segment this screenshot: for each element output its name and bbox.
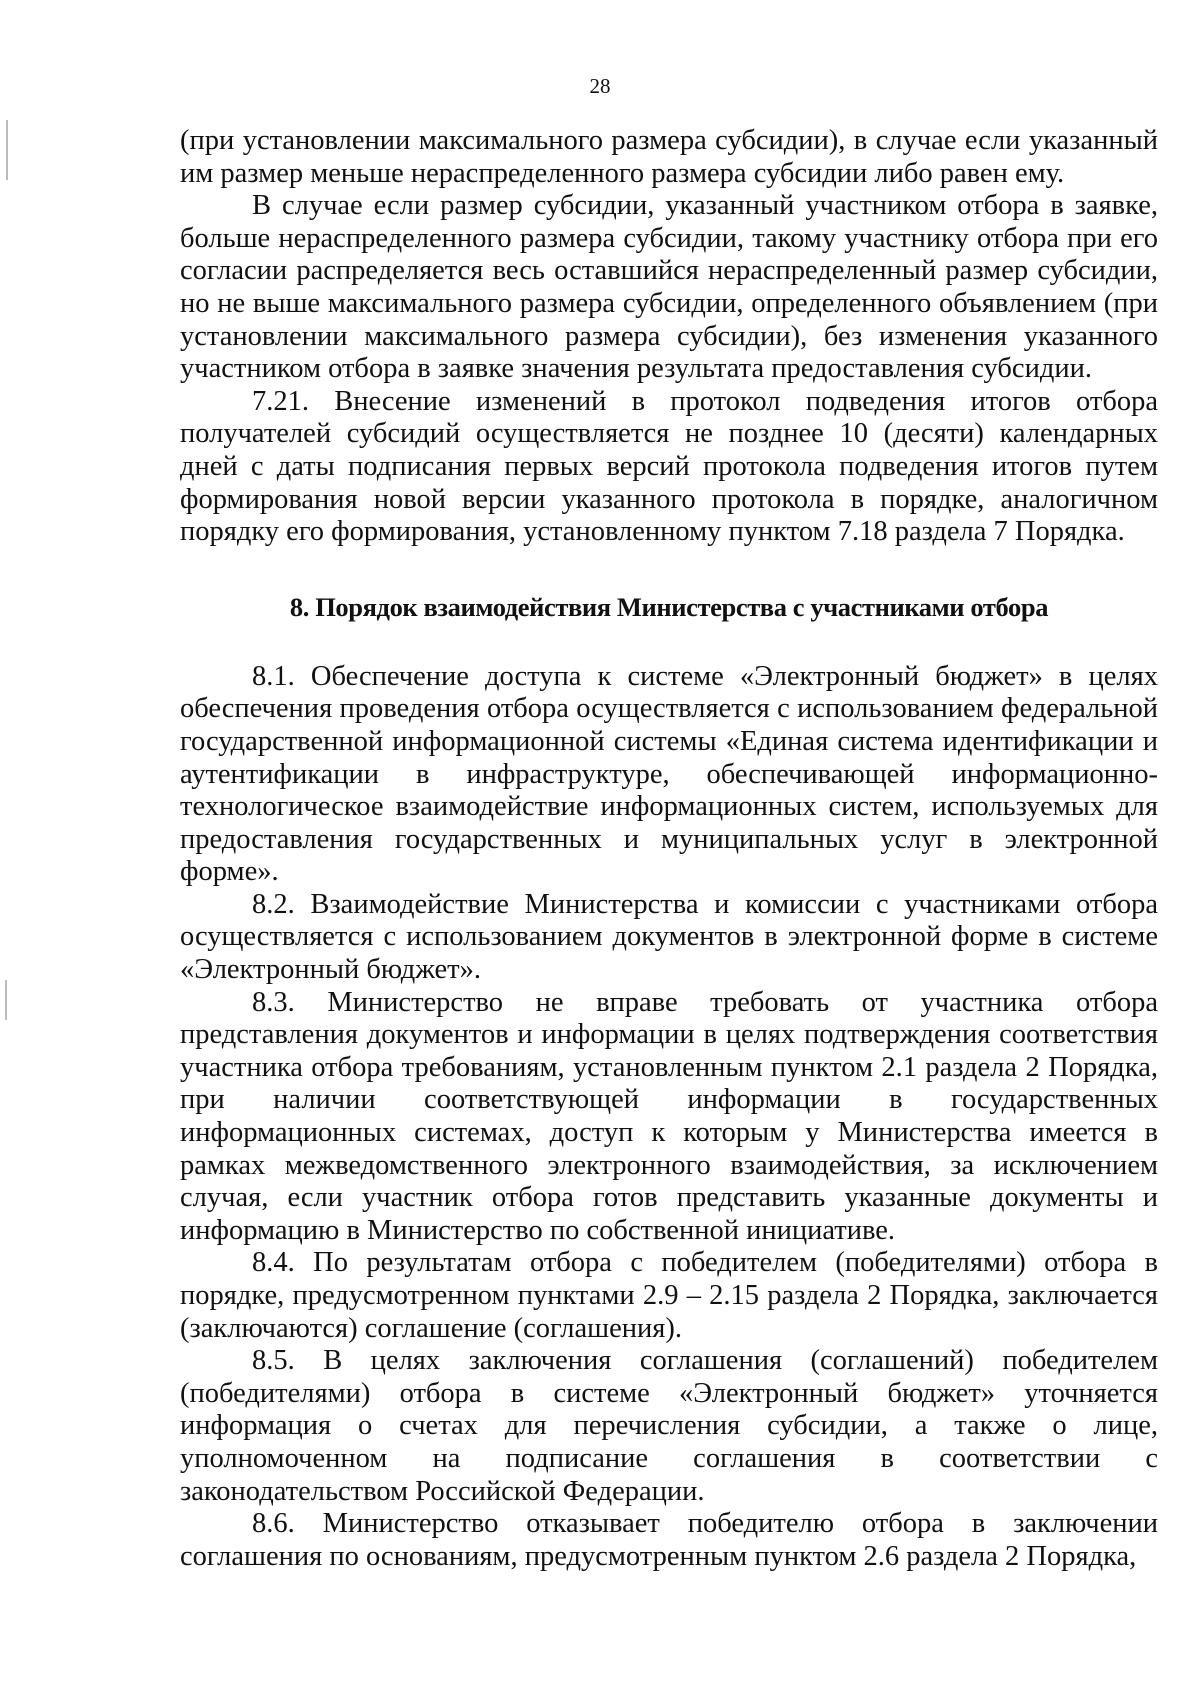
paragraph-8-2: 8.2. Взаимодействие Министерства и комиссии с участниками отбора осуществляется с использованием документов в электронной форме в системе «Электронный бюджет». xyxy=(180,888,1158,986)
section-heading: 8. Порядок взаимодействия Министерства с участниками отбора xyxy=(289,591,1049,622)
paragraph-continuation: (при установлении максимального размера субсидии), в случае если указанный им размер меньше нераспределенного размера субсидии либо равен ему. xyxy=(180,125,1158,189)
page-number: 28 xyxy=(589,74,611,98)
paragraph-8-4: 8.4. По результатам отбора с победителем (победителями) отбора в порядке, предусмотренном пунктами 2.9 – 2.15 раздела 2 Порядка, заключается (заключаются) соглашение (соглашения). xyxy=(180,1247,1158,1344)
paragraph-7-21: 7.21. Внесение изменений в протокол подведения итогов отбора получателей субсидий осуществляется не позднее 10 (десяти) календарных дней с даты подписания первых версий протокола подведения итогов путем формирования новой версии указанного протокола в порядке, аналогичном порядку его формирования, установленному пунктом 7.18 раздела 7 Порядка. xyxy=(180,385,1158,548)
paragraph-8-1: 8.1. Обеспечение доступа к системе «Электронный бюджет» в целях обеспечения проведения отбора осуществляется с использованием федеральной государственной информационной системы «Единая система идентификации и аутентификации в инфраструктуре, обеспечивающей информационно-технологическое взаимодействие информационных систем, используемых для предоставления государственных и муниципальных услуг в электронной форме». xyxy=(180,660,1158,888)
paragraph-remaining-subsidy: В случае если размер субсидии, указанный участником отбора в заявке, больше нераспределенного размера субсидии, такому участнику отбора при его согласии распределяется весь оставшийся нераспределенный размер субсидии, но не выше максимального размера субсидии, определенного объявлением (при установлении максимального размера субсидии), без изменения указанного участником отбора в заявке значения результата предоставления субсидии. xyxy=(180,190,1158,385)
scan-margin-mark xyxy=(6,120,8,180)
scan-margin-mark xyxy=(5,980,7,1020)
paragraph-8-5: 8.5. В целях заключения соглашения (соглашений) победителем (победителями) отбора в системе «Электронный бюджет» уточняется информация о счетах для перечисления субсидии, а также о лице, уполномоченном на подписание соглашения в соответствии с законодательством Российской Федерации. xyxy=(180,1345,1158,1507)
document-body xyxy=(180,125,1158,1573)
paragraph-8-3: 8.3. Министерство не вправе требовать от участника отбора представления документов и информации в целях подтверждения соответствия участника отбора требованиям, установленным пунктом 2.1 раздела 2 Порядка, при наличии соответствующей информации в государственных информационных системах, доступ к которым у Министерства имеется в рамках межведомственного электронного взаимодействия, за исключением случая, если участник отбора готов представить указанные документы и информацию в Министерство по собственной инициативе. xyxy=(180,986,1158,1246)
paragraph-8-6: 8.6. Министерство отказывает победителю отбора в заключении соглашения по основаниям, предусмотренным пунктом 2.6 раздела 2 Порядка, xyxy=(180,1508,1158,1572)
